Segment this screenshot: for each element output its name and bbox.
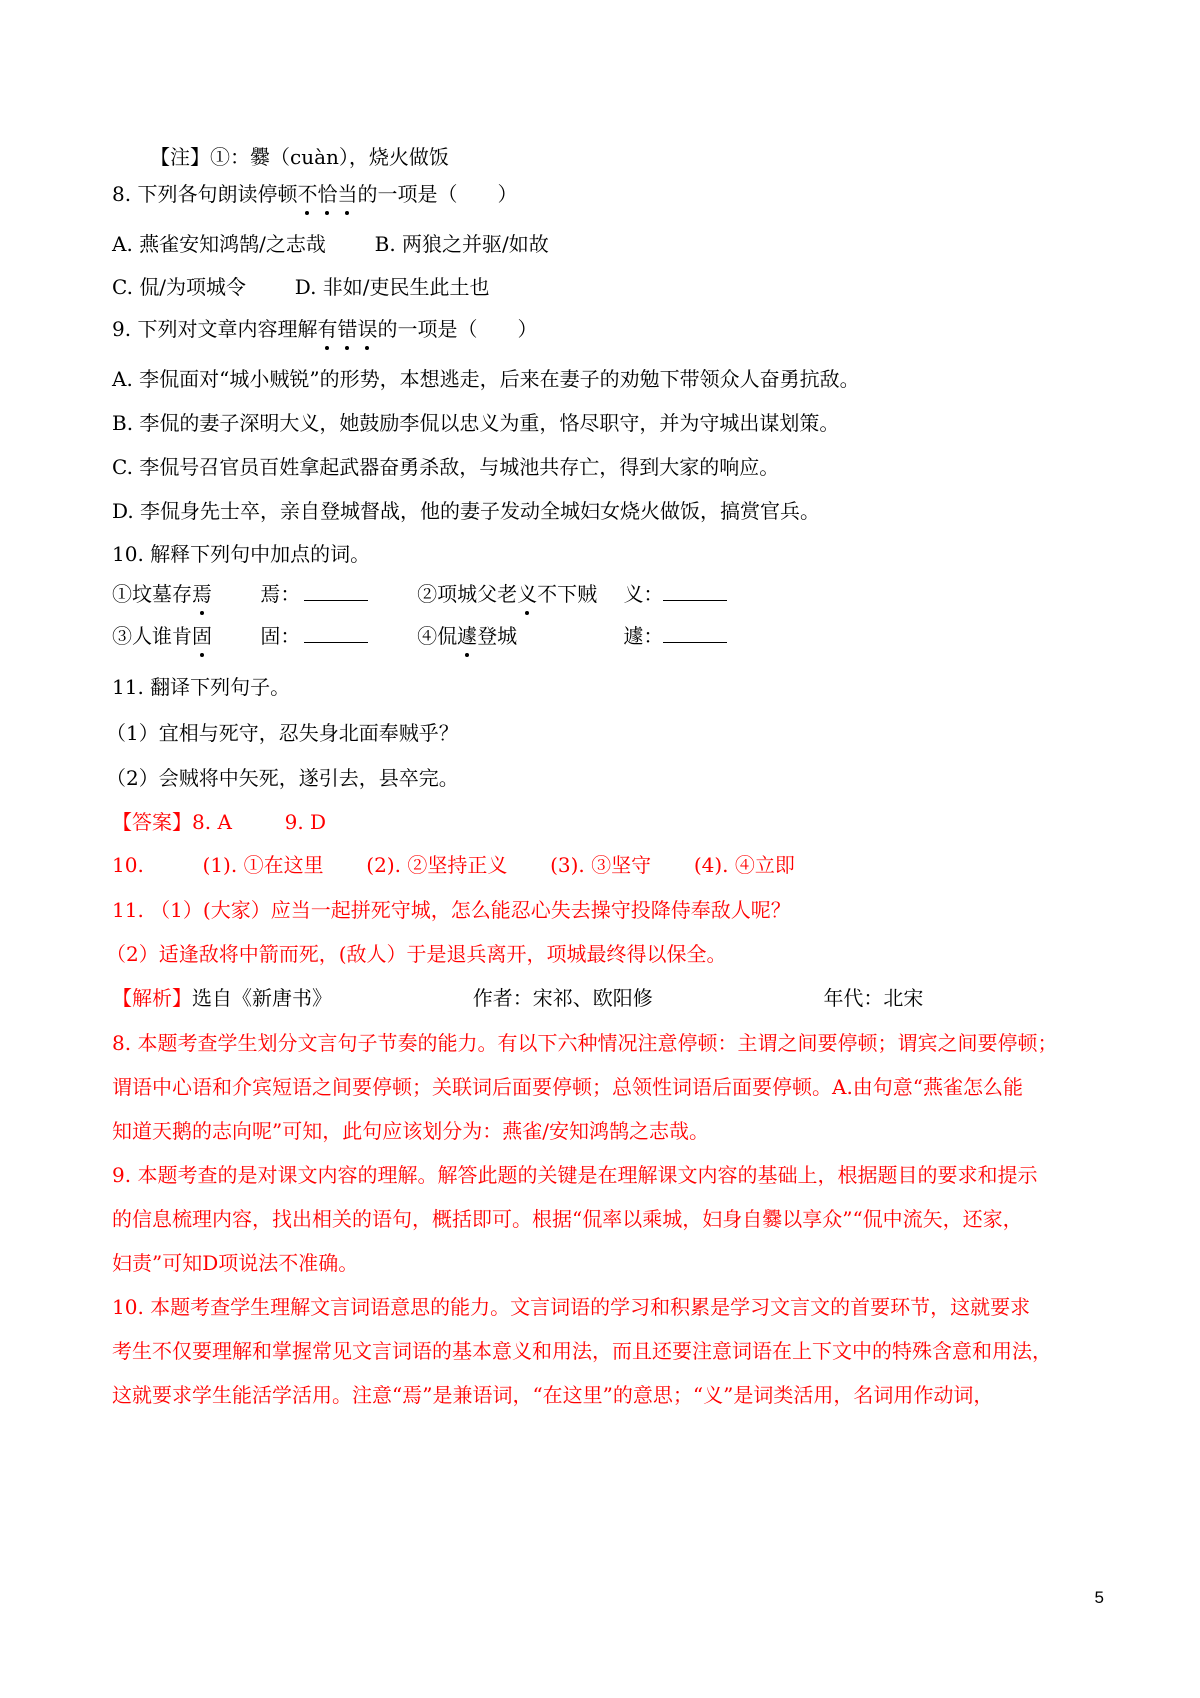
q8-stem-after: 的一项是（ ） — [357, 182, 518, 206]
answer-10-item: (2). ②坚持正义 — [366, 853, 508, 877]
q8-option-c: C. 侃/为项城令 — [112, 275, 247, 299]
q10-key-1: 焉： — [260, 582, 301, 606]
q10-item-text: ②项城父老 — [417, 582, 518, 606]
q9-option-a: A. 李侃面对“城小贼锐”的形势，本想逃走，后来在妻子的劝勉下带领众人奋勇抗敌。 — [112, 367, 860, 391]
analysis-10-line: 这就要求学生能活学活用。注意“焉”是兼语词，“在这里”的意思；“义”是词类活用，名词用作动词， — [112, 1383, 994, 1407]
q9-dotted-char: 错 — [337, 317, 358, 341]
q9-stem-before: 9. 下列对文章内容理解 — [112, 317, 318, 341]
q8-dotted-char: 当 — [337, 182, 358, 206]
answer-8: 8. A — [192, 810, 232, 834]
analysis-label: 【解析】 — [112, 986, 192, 1010]
q8-dotted-char: 不 — [297, 182, 318, 206]
q10-item-text: 登城 — [477, 624, 518, 648]
q10-item-2 — [417, 580, 617, 608]
q8-options-row-1 — [112, 230, 549, 258]
q9-option-d: D. 李侃身先士卒，亲自登城督战，他的妻子发动全城妇女烧火做饭，搞赏官兵。 — [112, 499, 821, 523]
q9-option-c: C. 李侃号召官员百姓拿起武器奋勇杀敌，与城池共存亡，得到大家的响应。 — [112, 455, 780, 479]
q10-answer-blank — [304, 580, 368, 601]
q10-key-2: 义： — [623, 582, 664, 606]
answer-10-item: (1). ①在这里 — [202, 853, 324, 877]
answer-10-item: (4). ④立即 — [693, 853, 795, 877]
q8-dotted-char: 恰 — [317, 182, 338, 206]
q8-option-b: B. 两狼之并驱/如故 — [374, 232, 549, 256]
q11-item-1: （1）宜相与死守，忍失身北面奉贼乎？ — [106, 721, 459, 745]
q10-key-4: 遽： — [623, 624, 664, 648]
q10-item-4 — [417, 622, 617, 650]
analysis-9-line: 妇责”可知D项说法不准确。 — [112, 1251, 359, 1275]
answer-11-line-1: 11. （1）(大家）应当一起拼死守城，怎么能忍心失去操守投降侍奉敌人呢？ — [112, 898, 791, 922]
answer-10-item: (3). ③坚守 — [550, 853, 652, 877]
q11-stem: 11. 翻译下列句子。 — [112, 675, 291, 699]
q9-stem — [112, 315, 537, 343]
analysis-10-line: 考生不仅要理解和掌握常见文言词语的基本意义和用法，而且还要注意词语在上下文中的特殊含意和用法， — [112, 1339, 1052, 1363]
analysis-8-line: 知道天鹅的志向呢”可知，此句应该划分为：燕雀/安知鸿鹄之志哉。 — [112, 1119, 709, 1143]
q10-dotted-char: 焉 — [192, 582, 212, 606]
analysis-10-line: 10. 本题考查学生理解文言词语意思的能力。文言词语的学习和积累是学习文言文的首要环节，这就要求 — [112, 1295, 1031, 1319]
answer-line-10 — [112, 851, 795, 879]
q10-item-text: 不下贼 — [537, 582, 598, 606]
page-number: 5 — [1094, 1588, 1104, 1607]
answer-10-label: 10. — [112, 853, 144, 877]
q10-item-text: ①坟墓存 — [112, 582, 192, 606]
answer-9: 9. D — [284, 810, 327, 834]
answer-line-1 — [112, 808, 326, 836]
q10-dotted-char: 遽 — [457, 624, 478, 648]
analysis-8-line: 谓语中心语和介宾短语之间要停顿；关联词后面要停顿；总领性词语后面要停顿。A.由句意“燕雀怎么能 — [112, 1075, 1024, 1099]
analysis-era: 年代：北宋 — [823, 986, 924, 1010]
analysis-9-line: 9. 本题考查的是对课文内容的理解。解答此题的关键是在理解课文内容的基础上，根据题目的要求和提示 — [112, 1163, 1038, 1187]
q8-option-d: D. 非如/吏民生此土也 — [294, 275, 490, 299]
q10-key-3: 固： — [260, 624, 301, 648]
analysis-source: 选自《新唐书》 — [192, 986, 332, 1010]
q10-item-text: ③人谁肯 — [112, 624, 192, 648]
q10-row-2 — [112, 622, 727, 650]
q10-dotted-char: 义 — [517, 582, 538, 606]
answer-label: 【答案】 — [112, 810, 192, 834]
q8-options-row-2 — [112, 273, 490, 301]
q8-stem — [112, 180, 517, 208]
analysis-header — [112, 984, 923, 1012]
q9-option-b: B. 李侃的妻子深明大义，她鼓励李侃以忠义为重，恪尽职守，并为守城出谋划策。 — [112, 411, 840, 435]
q10-row-1 — [112, 580, 727, 608]
q11-item-2: （2）会贼将中矢死，遂引去，县卒完。 — [106, 766, 459, 790]
q9-stem-after: 的一项是（ ） — [377, 317, 538, 341]
q9-dotted-char: 有 — [317, 317, 338, 341]
q8-option-a: A. 燕雀安知鸿鹄/之志哉 — [112, 232, 326, 256]
q8-stem-before: 8. 下列各句朗读停顿 — [112, 182, 298, 206]
q10-answer-blank — [304, 622, 368, 643]
note-line: 【注】①：爨（cuàn），烧火做饭 — [150, 145, 449, 169]
q10-stem: 10. 解释下列句中加点的词。 — [112, 542, 371, 566]
q10-item-text: ④侃 — [417, 624, 458, 648]
q10-answer-blank — [663, 622, 727, 643]
analysis-author: 作者：宋祁、欧阳修 — [472, 986, 653, 1010]
analysis-8-line: 8. 本题考查学生划分文言句子节奏的能力。有以下六种情况注意停顿：主谓之间要停顿；谓宾之间要停顿； — [112, 1031, 1058, 1055]
analysis-9-line: 的信息梳理内容，找出相关的语句，概括即可。根据“侃率以乘城，妇身自爨以享众”“侃中流矢，还家， — [112, 1207, 1023, 1231]
answer-11-line-2: （2）适逢敌将中箭而死，(敌人）于是退兵离开，项城最终得以保全。 — [106, 942, 727, 966]
q9-dotted-char: 误 — [357, 317, 378, 341]
q10-dotted-char: 固 — [192, 624, 212, 648]
q10-answer-blank — [663, 580, 727, 601]
